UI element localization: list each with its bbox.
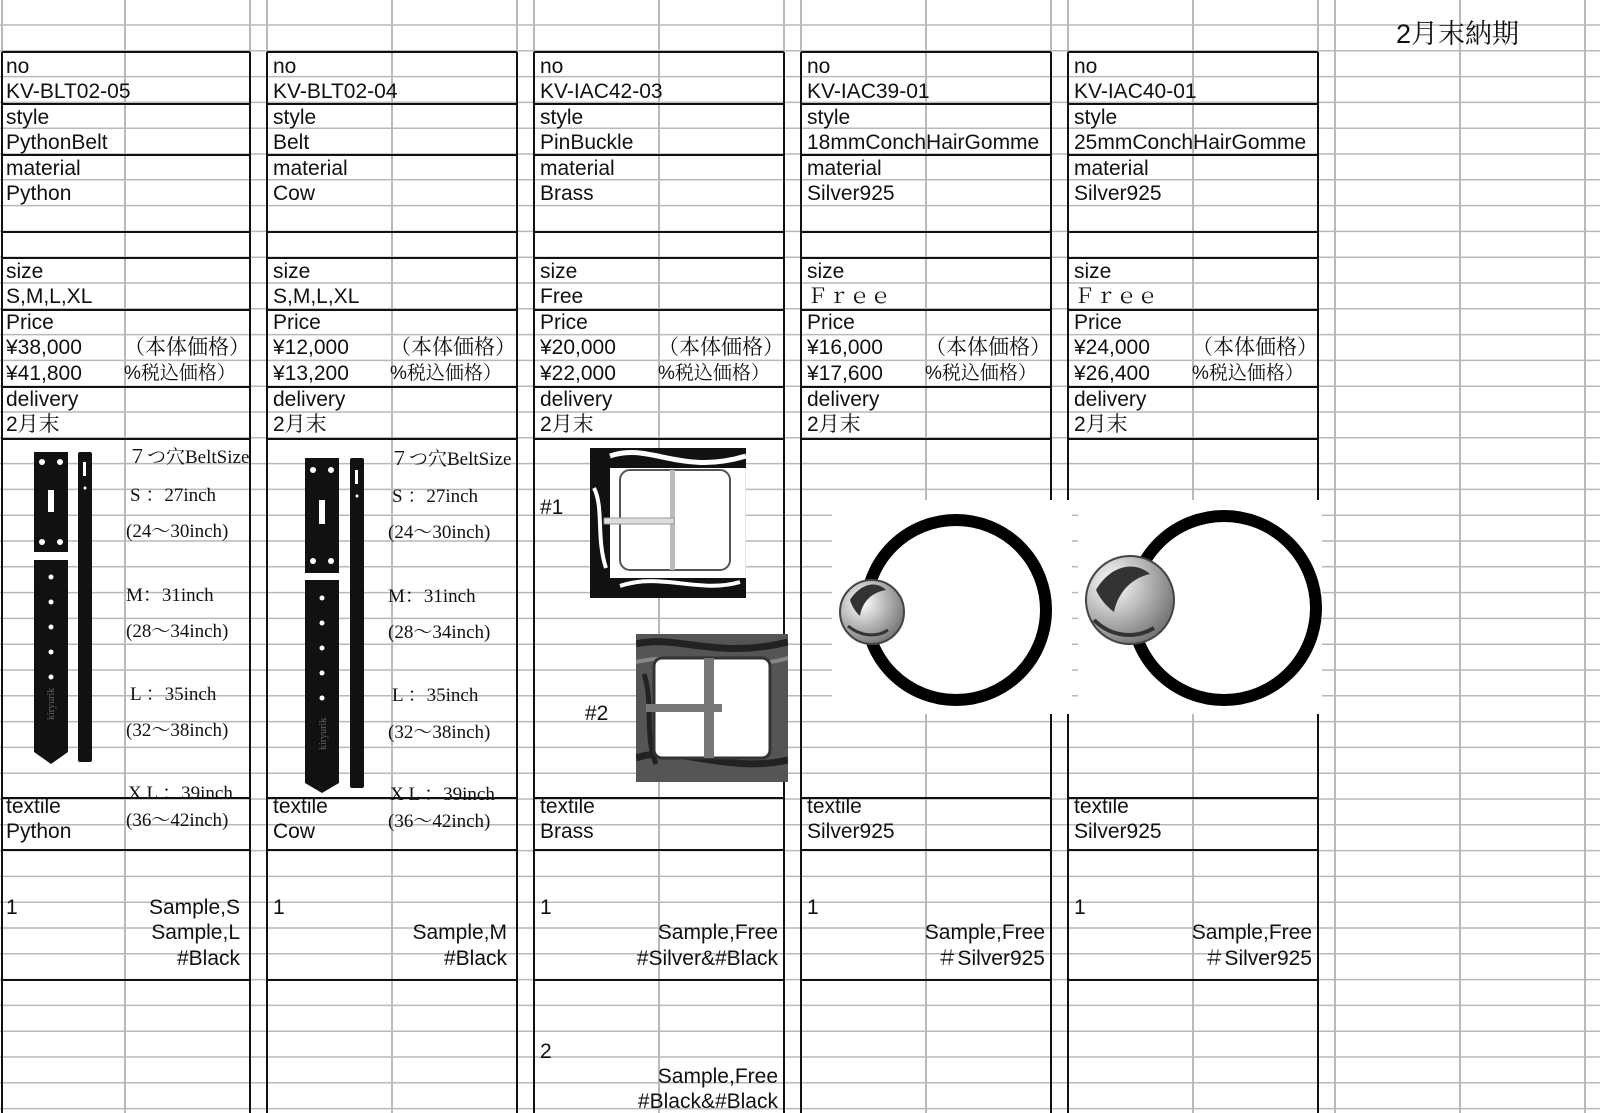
conch-hair-tie-image <box>1078 500 1322 714</box>
sample2-line-1: Sample,Free <box>657 1065 778 1088</box>
sample-index: 1 <box>540 896 552 919</box>
buckle-black-image <box>636 634 788 782</box>
sample-index-2: 2 <box>540 1040 552 1063</box>
product-delivery: 2月末 <box>540 413 594 436</box>
product-size: Ｆｒｅｅ <box>1074 285 1158 308</box>
label-price: Price <box>540 311 588 334</box>
belt-size-xl: X L ：39inch <box>390 784 495 805</box>
tax-note: %税込価格） <box>124 363 236 384</box>
label-price: Price <box>6 311 54 334</box>
label-textile: textile <box>273 795 328 818</box>
price-note: （本体価格） <box>124 336 250 359</box>
product-price-tax: ¥26,400 <box>1074 362 1150 385</box>
label-delivery: delivery <box>1074 388 1147 411</box>
buckle-silver-image <box>590 448 746 598</box>
conch-hair-tie-image <box>832 500 1072 714</box>
product-material: Cow <box>273 182 316 205</box>
sample-index: 1 <box>6 896 18 919</box>
belt-size-m-range: (28～34inch) <box>388 622 491 643</box>
product-no: KV-IAC40-01 <box>1074 80 1197 103</box>
sample-index: 1 <box>1074 896 1086 919</box>
product-material: Silver925 <box>1074 182 1162 205</box>
product-no: KV-IAC39-01 <box>807 80 930 103</box>
label-size: size <box>6 260 44 283</box>
label-price: Price <box>273 311 321 334</box>
label-delivery: delivery <box>273 388 346 411</box>
label-material: material <box>540 157 615 180</box>
sample-index: 1 <box>273 896 285 919</box>
label-textile: textile <box>1074 795 1129 818</box>
label-style: style <box>6 106 50 129</box>
product-delivery: 2月末 <box>6 413 60 436</box>
label-style: style <box>807 106 851 129</box>
label-price: Price <box>1074 311 1122 334</box>
sample-line-1: Sample,Free <box>924 921 1045 944</box>
tax-note: %税込価格） <box>658 363 770 384</box>
sample-line-1: Sample,M <box>412 921 507 944</box>
product-price: ¥16,000 <box>807 336 883 359</box>
product-size: Free <box>540 285 584 308</box>
label-style: style <box>1074 106 1118 129</box>
sample-line-2: Sample,L <box>151 921 240 944</box>
label-textile: textile <box>6 795 61 818</box>
product-style: Belt <box>273 131 310 154</box>
brand-text: kiryurik <box>46 687 57 720</box>
belt-size-l: L ：35inch <box>392 685 479 706</box>
sample-line-1: Sample,Free <box>657 921 778 944</box>
label-style: style <box>540 106 584 129</box>
label-style: style <box>273 106 317 129</box>
product-no: KV-BLT02-04 <box>273 80 398 103</box>
product-price-tax: ¥13,200 <box>273 362 349 385</box>
label-size: size <box>807 260 845 283</box>
belt-size-xl: X L ：39inch <box>128 783 233 804</box>
product-price: ¥38,000 <box>6 336 82 359</box>
product-delivery: 2月末 <box>1074 413 1128 436</box>
product-price-tax: ¥41,800 <box>6 362 82 385</box>
price-note: （本体価格） <box>658 336 784 359</box>
sample-line-2: ＃Silver925 <box>1203 947 1312 970</box>
price-note: （本体価格） <box>390 336 516 359</box>
cow-belt-image <box>300 458 370 798</box>
label-delivery: delivery <box>807 388 880 411</box>
product-no: KV-IAC42-03 <box>540 80 663 103</box>
belt-size-s: S ：27inch <box>392 486 479 507</box>
sample2-line-2: #Black&#Black <box>637 1090 778 1113</box>
sample-line-2: ＃Silver925 <box>936 947 1045 970</box>
product-size: S,M,L,XL <box>6 285 93 308</box>
label-material: material <box>807 157 882 180</box>
label-no: no <box>6 55 30 78</box>
belt-size-l-range: (32～38inch) <box>388 722 491 743</box>
product-textile: Silver925 <box>1074 820 1162 843</box>
sample-line-3: #Black <box>176 947 240 970</box>
belt-size-s-range: (24～30inch) <box>126 521 229 542</box>
product-price: ¥12,000 <box>273 336 349 359</box>
sample-index: 1 <box>807 896 819 919</box>
brand-text: kiryurik <box>318 717 329 750</box>
label-price: Price <box>807 311 855 334</box>
belt-size-l-range: (32～38inch) <box>126 720 229 741</box>
sample-line-1: Sample,Free <box>1191 921 1312 944</box>
deadline-heading: 2月末納期 <box>1396 19 1520 49</box>
label-no: no <box>807 55 831 78</box>
label-delivery: delivery <box>540 388 613 411</box>
product-price: ¥24,000 <box>1074 336 1150 359</box>
product-textile: Silver925 <box>807 820 895 843</box>
product-style: 25mmConchHairGomme <box>1074 131 1307 154</box>
variant-2-label: #2 <box>585 702 609 725</box>
belt-size-xl-range: (36～42inch) <box>388 811 491 832</box>
label-material: material <box>1074 157 1149 180</box>
product-material: Brass <box>540 182 594 205</box>
product-size: Ｆｒｅｅ <box>807 285 891 308</box>
label-material: material <box>6 157 81 180</box>
product-textile: Cow <box>273 820 316 843</box>
belt-size-title: ７つ穴BeltSize <box>128 447 250 468</box>
belt-size-m: M：31inch <box>126 585 214 606</box>
product-material: Silver925 <box>807 182 895 205</box>
sample-line-2: #Silver&#Black <box>636 947 778 970</box>
product-style: PythonBelt <box>6 131 108 154</box>
product-style: 18mmConchHairGomme <box>807 131 1040 154</box>
product-price: ¥20,000 <box>540 336 616 359</box>
label-no: no <box>540 55 564 78</box>
product-style: PinBuckle <box>540 131 634 154</box>
price-note: （本体価格） <box>1192 336 1318 359</box>
product-no: KV-BLT02-05 <box>6 80 131 103</box>
product-price-tax: ¥22,000 <box>540 362 616 385</box>
label-size: size <box>540 260 578 283</box>
label-delivery: delivery <box>6 388 79 411</box>
sample-line-2: #Black <box>443 947 507 970</box>
price-note: （本体価格） <box>925 336 1051 359</box>
tax-note: %税込価格） <box>390 363 502 384</box>
belt-size-s-range: (24～30inch) <box>388 522 491 543</box>
variant-1-label: #1 <box>540 496 564 519</box>
tax-note: %税込価格） <box>925 363 1037 384</box>
sample-line-1: Sample,S <box>148 896 240 919</box>
label-material: material <box>273 157 348 180</box>
product-size: S,M,L,XL <box>273 285 360 308</box>
label-size: size <box>273 260 311 283</box>
product-textile: Python <box>6 820 72 843</box>
label-textile: textile <box>540 795 595 818</box>
python-belt-image <box>28 452 98 770</box>
belt-size-s: S ：27inch <box>130 485 217 506</box>
product-delivery: 2月末 <box>807 413 861 436</box>
belt-size-m-range: (28～34inch) <box>126 621 229 642</box>
product-textile: Brass <box>540 820 594 843</box>
belt-size-title: ７つ穴BeltSize <box>390 449 512 470</box>
product-delivery: 2月末 <box>273 413 327 436</box>
product-price-tax: ¥17,600 <box>807 362 883 385</box>
product-material: Python <box>6 182 72 205</box>
belt-size-l: L ：35inch <box>130 684 217 705</box>
belt-size-m: M：31inch <box>388 586 476 607</box>
label-no: no <box>273 55 297 78</box>
label-textile: textile <box>807 795 862 818</box>
label-size: size <box>1074 260 1112 283</box>
tax-note: %税込価格） <box>1192 363 1304 384</box>
belt-size-xl-range: (36～42inch) <box>126 810 229 831</box>
label-no: no <box>1074 55 1098 78</box>
